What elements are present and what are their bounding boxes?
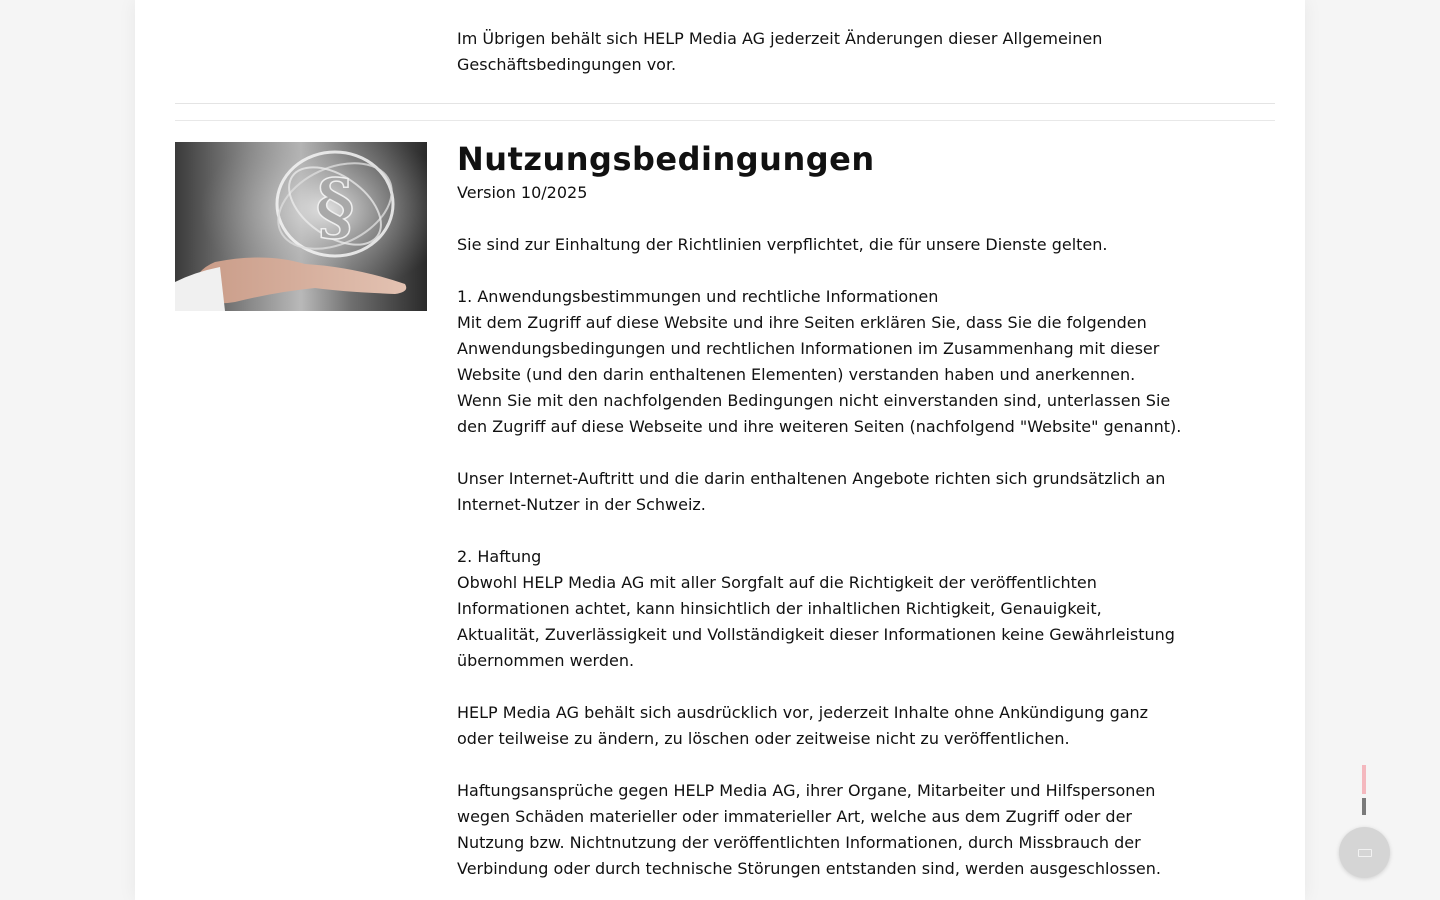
scroll-progress-indicator (1362, 765, 1366, 815)
scroll-progress-bar (1362, 765, 1366, 794)
section-divider (175, 103, 1275, 104)
version-label: Version 10/2025 (457, 183, 588, 202)
section-1-heading: 1. Anwendungsbestimmungen und rechtliche Informationen (457, 287, 939, 306)
section-1-text-2: Unser Internet-Auftritt und die darin enthaltenen Angebote richten sich grundsätzlich an Internet-Nutzer in der Schweiz. (457, 469, 1166, 514)
svg-text:§: § (315, 164, 355, 250)
page-container (135, 0, 1305, 900)
previous-closing-paragraph: Im Übrigen behält sich HELP Media AG jederzeit Änderungen dieser Allgemeinen Geschäftsbedingungen vor. (457, 29, 1103, 74)
section-2-text: Obwohl HELP Media AG mit aller Sorgfalt auf die Richtigkeit der veröffentlichten Informationen achtet, kann hinsichtlich der inhaltlichen Richtigkeit, Genauigkeit, Aktualität, Zuverlässigkeit und Vollständigkeit dieser Informationen keine Gewährleistung übernommen werden. (457, 573, 1175, 670)
section-2 (457, 544, 1182, 674)
paragraph-sign-illustration (175, 142, 427, 311)
paragraph-sign-hand-image (175, 142, 427, 311)
chat-button[interactable] (1339, 827, 1390, 878)
terms-section (457, 138, 1182, 882)
section-divider (175, 120, 1275, 121)
page-title: Nutzungsbedingungen (457, 140, 875, 178)
section-1-text: Mit dem Zugriff auf diese Website und ihre Seiten erklären Sie, dass Sie die folgenden Anwendungsbedingungen und rechtlichen Informationen im Zusammenhang mit dieser Website (und den darin enthaltenen Elementen) verstanden haben und anerkennen. Wenn Sie mit den nachfolgenden Bedingungen nicht einverstanden sind, unterlassen Sie den Zugriff auf diese Webseite und ihre weiteren Seiten (nachfolgend "Website" genannt). (457, 313, 1182, 436)
scroll-progress-thumb (1362, 798, 1366, 815)
section-2-text-2: HELP Media AG behält sich ausdrücklich vor, jederzeit Inhalte ohne Ankündigung ganz oder teilweise zu ändern, zu löschen oder zeitweise nicht zu veröffentlichen. (457, 703, 1149, 748)
section-2-heading: 2. Haftung (457, 547, 542, 566)
section-1 (457, 284, 1182, 440)
previous-section (457, 0, 1177, 104)
intro-paragraph: Sie sind zur Einhaltung der Richtlinien verpflichtet, die für unsere Dienste gelten. (457, 235, 1108, 254)
section-2-text-3: Haftungsansprüche gegen HELP Media AG, ihrer Organe, Mitarbeiter und Hilfspersonen wegen Schäden materieller oder immaterieller Art, welche aus dem Zugriff oder der Nutzung bzw. Nichtnutzung der veröffentlichten Informationen, durch Missbrauch der Verbindung oder durch technische Störungen entstanden sind, werden ausgeschlossen. (457, 781, 1161, 878)
chat-icon (1358, 849, 1372, 857)
